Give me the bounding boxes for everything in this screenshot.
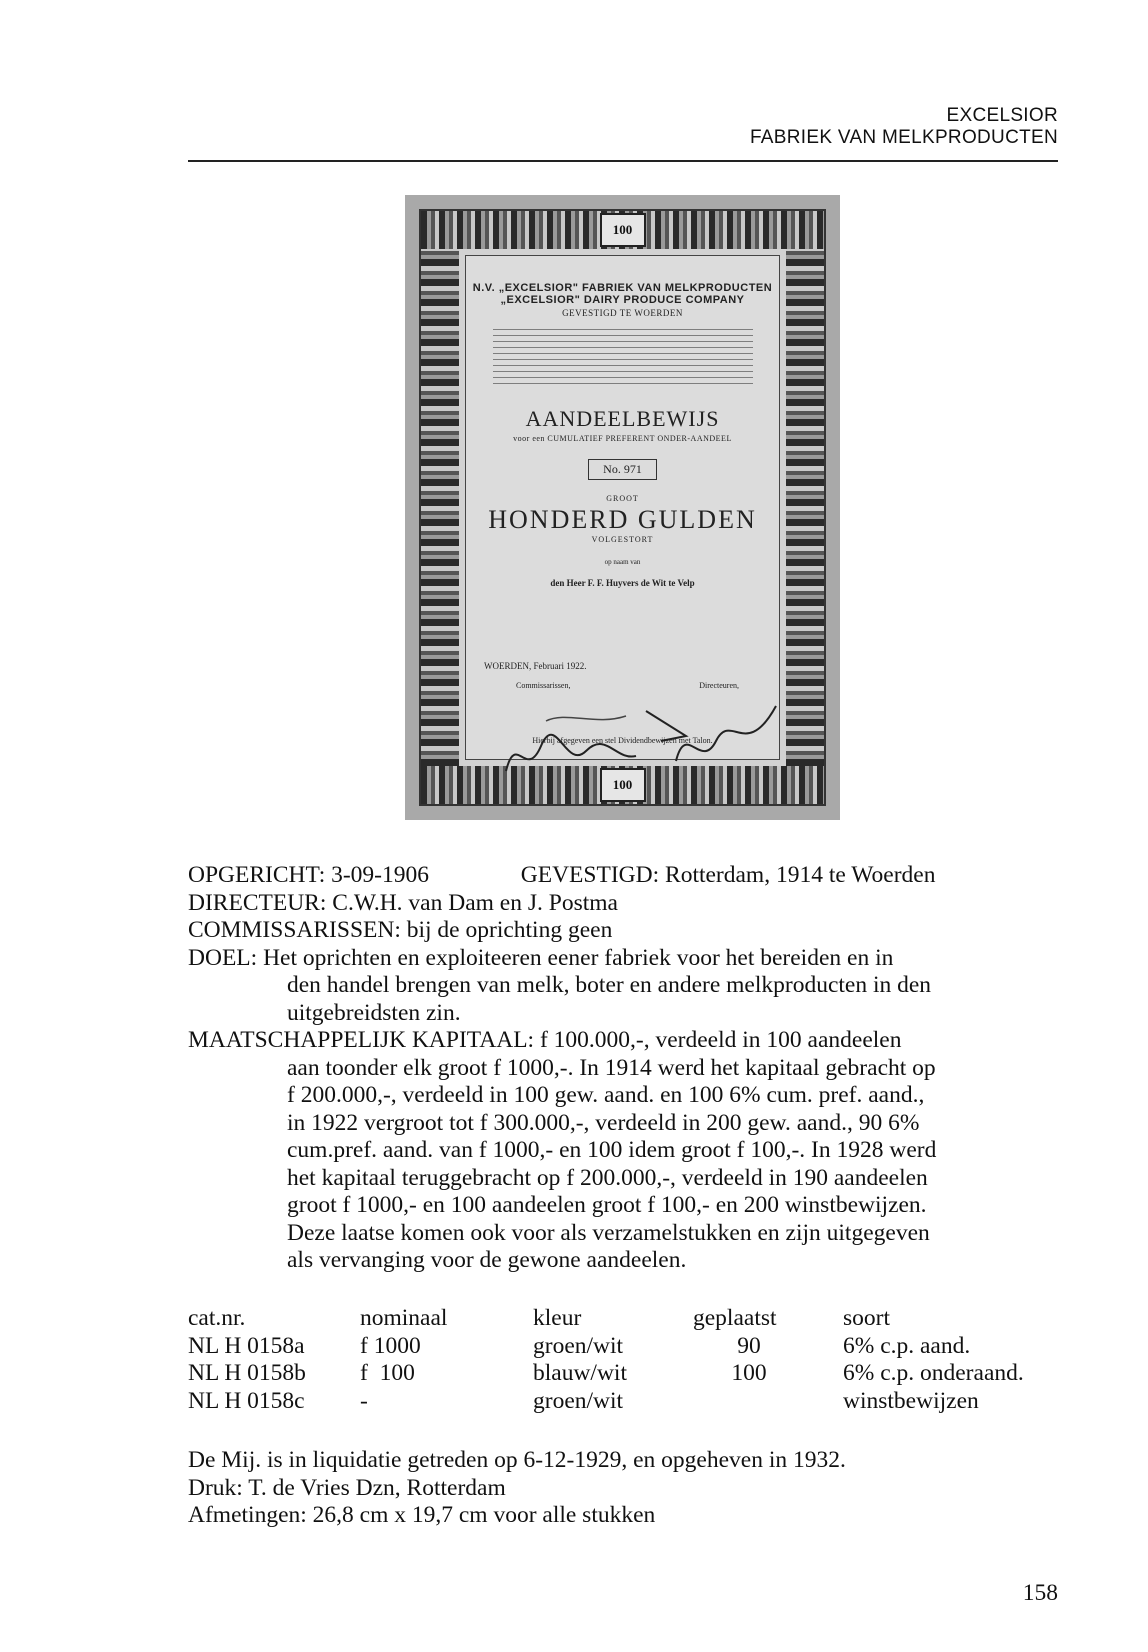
cell-catnr: NL H 0158c xyxy=(188,1387,305,1414)
footer-notes xyxy=(188,1447,846,1530)
page-number: 158 xyxy=(1022,1580,1058,1606)
cell-kleur: groen/wit xyxy=(533,1387,624,1414)
table-row xyxy=(188,1388,1024,1416)
certificate-op-naam: op naam van xyxy=(604,558,641,566)
certificate-title: AANDEELBEWIJS xyxy=(525,406,720,431)
kapitaal-line xyxy=(188,1027,1068,1055)
liquidation-note: De Mij. is in liquidatie getreden op 6-12-1929, en opgeheven in 1932. xyxy=(188,1447,846,1473)
certificate-talon-note: Hierbij afgegeven een stel Dividendbewijzen met Talon. xyxy=(532,736,713,745)
commissarissen-value: bij de oprichting geen xyxy=(406,917,613,943)
table-row xyxy=(188,1333,1024,1361)
opgericht-value: 3-09-1906 xyxy=(331,862,430,888)
opgericht-label: OPGERICHT: xyxy=(188,862,326,888)
cell-catnr: NL H 0158b xyxy=(188,1360,306,1386)
directeur-value: C.W.H. van Dam en J. Postma xyxy=(332,889,618,916)
cell-soort: winstbewijzen xyxy=(843,1387,979,1414)
certificate-frame xyxy=(419,209,826,806)
header-line-1: EXCELSIOR xyxy=(946,105,1058,126)
cell-nominaal: f 100 xyxy=(360,1360,415,1386)
doel-label: DOEL: xyxy=(188,944,258,971)
certificate-directeuren: Directeuren, xyxy=(699,681,739,690)
commissarissen-line xyxy=(188,917,1068,945)
ornamental-border-left xyxy=(421,249,459,766)
denomination-badge-top: 100 xyxy=(600,213,646,247)
kapitaal-text-line: in 1922 vergroot tot f 300.000,-, verdeeld in 200 gew. aand., 90 6% xyxy=(287,1109,920,1136)
header-line-2: FABRIEK VAN MELKPRODUCTEN xyxy=(749,127,1058,148)
certificate-holder: den Heer F. F. Huyvers de Wit te Velp xyxy=(550,578,695,588)
kapitaal-text-line: f 200.000,-, verdeeld in 100 gew. aand. en 100 6% cum. pref. aand., xyxy=(287,1082,925,1108)
directeur-label: DIRECTEUR: xyxy=(188,889,327,916)
header-rule xyxy=(188,160,1058,162)
cell-kleur: blauw/wit xyxy=(533,1360,627,1386)
gevestigd-label: GEVESTIGD: xyxy=(520,862,660,888)
cell-nominaal: - xyxy=(360,1387,368,1414)
doel-text-2: den handel brengen van melk, boter en andere melkproducten in den xyxy=(287,972,932,998)
company-details xyxy=(188,862,1068,1275)
cell-nominaal: f 1000 xyxy=(360,1332,421,1359)
printer-note: Druk: T. de Vries Dzn, Rotterdam xyxy=(188,1474,506,1501)
signatures-image xyxy=(486,701,806,791)
kapitaal-label: MAATSCHAPPELIJK KAPITAAL: xyxy=(188,1027,535,1053)
kapitaal-text-line: aan toonder elk groot f 1000,-. In 1914 werd het kapitaal gebracht op xyxy=(287,1054,936,1081)
cell-geplaatst xyxy=(693,1388,843,1416)
ornamental-border-right xyxy=(786,249,824,766)
certificate-subtitle: voor een CUMULATIEF PREFERENT ONDER-AANDEEL xyxy=(513,434,732,443)
certificate-commissarissen: Commissarissen, xyxy=(516,681,571,690)
certificate-groot: GROOT xyxy=(606,494,639,503)
opgericht-line xyxy=(188,862,1068,890)
share-certificate-image xyxy=(405,195,840,820)
kapitaal-text-line: cum.pref. aand. van f 1000,- en 100 idem groot f 100,-. In 1928 werd xyxy=(287,1137,937,1163)
catalog-header-row xyxy=(188,1305,1024,1333)
doel-line xyxy=(188,945,1068,973)
col-header-nominaal: nominaal xyxy=(360,1305,448,1331)
denomination-badge-bottom: 100 xyxy=(600,768,646,802)
col-header-soort: soort xyxy=(843,1305,890,1331)
col-header-kleur: kleur xyxy=(533,1305,582,1331)
kapitaal-text-line: groot f 1000,- en 100 aandeelen groot f 100,- en 200 winstbewijzen. xyxy=(287,1192,927,1218)
certificate-text-area xyxy=(465,255,780,760)
running-header xyxy=(750,105,1058,149)
kapitaal-text-line: Deze laatse komen ook voor als verzamelstukken en zijn uitgegeven xyxy=(287,1219,930,1246)
certificate-company-name: N.V. „EXCELSIOR" FABRIEK VAN MELKPRODUCTEN xyxy=(472,282,773,294)
directeur-line xyxy=(188,890,1068,918)
doel-text-1: Het oprichten en exploiteeren eener fabriek voor het bereiden en in xyxy=(263,944,894,971)
certificate-amount: HONDERD GULDEN xyxy=(488,505,757,534)
doel-text-3: uitgebreidsten zin. xyxy=(287,999,461,1026)
cell-soort: 6% c.p. onderaand. xyxy=(843,1360,1024,1386)
cell-geplaatst: 90 xyxy=(737,1332,761,1359)
col-header-geplaatst: geplaatst xyxy=(693,1305,777,1331)
certificate-seat: GEVESTIGD TE WOERDEN xyxy=(562,308,683,318)
dimensions-note: Afmetingen: 26,8 cm x 19,7 cm voor alle stukken xyxy=(188,1502,656,1528)
cell-kleur: groen/wit xyxy=(533,1332,624,1359)
catalog-table xyxy=(188,1305,1024,1415)
kapitaal-text-1: f 100.000,-, verdeeld in 100 aandeelen xyxy=(539,1027,902,1053)
gevestigd-value: Rotterdam, 1914 te Woerden xyxy=(665,862,936,888)
certificate-company-english: „EXCELSIOR" DAIRY PRODUCE COMPANY xyxy=(500,294,745,306)
commissarissen-label: COMMISSARISSEN: xyxy=(188,917,401,943)
certificate-number: No. 971 xyxy=(588,459,657,480)
table-row xyxy=(188,1360,1024,1388)
certificate-volgestort: VOLGESTORT xyxy=(591,535,654,544)
cell-geplaatst: 100 xyxy=(731,1360,767,1386)
col-header-catnr: cat.nr. xyxy=(188,1305,246,1331)
certificate-place-date: WOERDEN, Februari 1922. xyxy=(484,661,587,671)
kapitaal-text-line: als vervanging voor de gewone aandeelen. xyxy=(287,1247,687,1273)
cell-catnr: NL H 0158a xyxy=(188,1332,305,1359)
certificate-fine-print xyxy=(493,324,753,384)
kapitaal-text-line: het kapitaal teruggebracht op f 200.000,-, verdeeld in 190 aandeelen xyxy=(287,1164,928,1191)
cell-soort: 6% c.p. aand. xyxy=(843,1332,971,1359)
